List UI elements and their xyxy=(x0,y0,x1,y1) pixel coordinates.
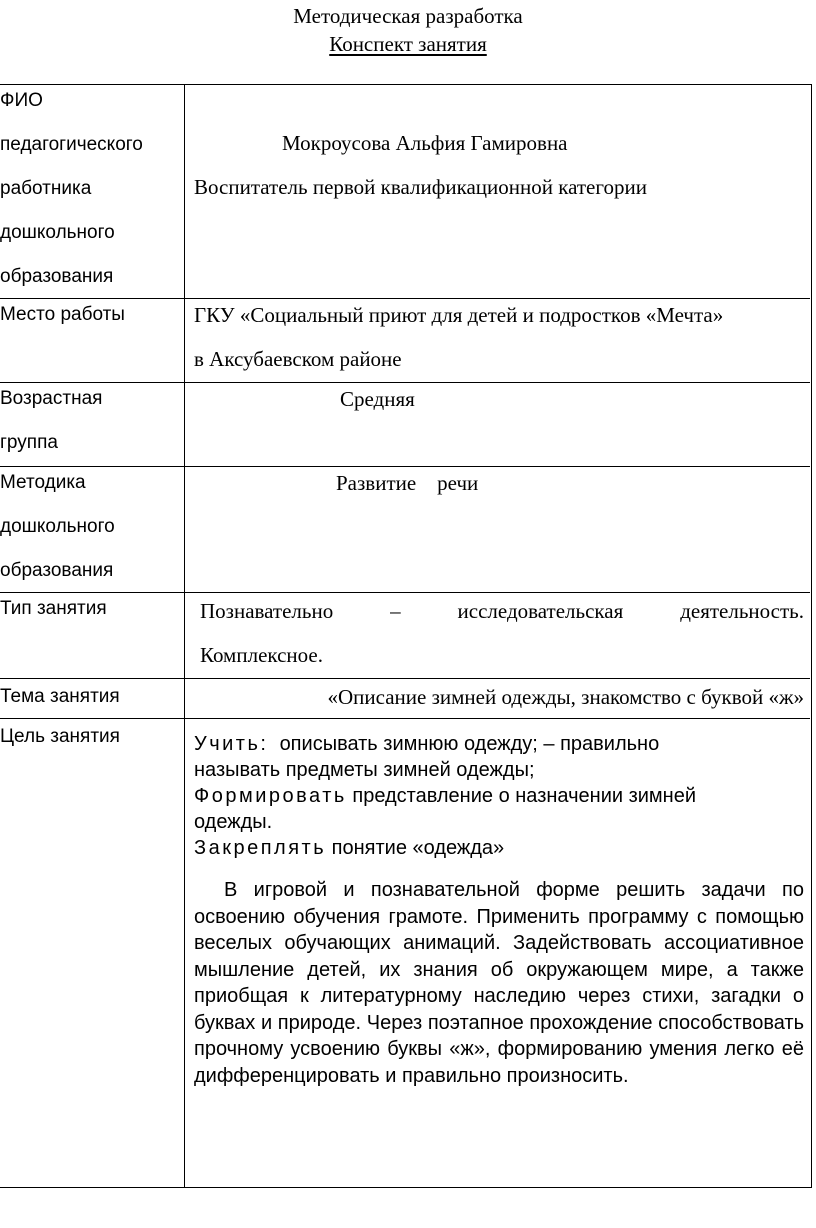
value-line: Познавательно – исследовательская деятельность. xyxy=(200,599,804,623)
label-methodology xyxy=(0,461,180,593)
value-line: Комплексное. xyxy=(200,643,323,667)
value-lesson-type xyxy=(200,589,804,677)
teacher-name: Мокроусова Альфия Гамировна xyxy=(282,131,568,155)
table-row-goal xyxy=(0,719,810,1189)
goal-list xyxy=(194,731,804,861)
goal-fix-text: понятие «одежда» xyxy=(331,837,505,859)
document-subtitle xyxy=(0,30,816,58)
value-workplace xyxy=(194,293,804,381)
table-row-workplace xyxy=(0,299,810,383)
label-line: Возрастная xyxy=(0,388,103,409)
label-line: работника xyxy=(0,178,92,199)
label-line: дошкольного xyxy=(0,516,115,537)
value-age-group: Средняя xyxy=(340,387,415,411)
document-title: Методическая разработка xyxy=(293,4,523,28)
label-line: группа xyxy=(0,432,58,453)
goal-teach-word: Учить: xyxy=(194,733,269,755)
value-fio xyxy=(194,121,804,209)
goal-paragraph: В игровой и познавательной форме решить задачи по освоению обучения грамоте. Применить программу с помощью веселых обучающих анимаций. Задействовать ассоциативное мышление детей, их знания об окружающем мире, а также приобщая к литературному наследию через стихи, загадки о буквах и природе. Через поэтапное прохождение способствовать прочному усвоению буквы «ж», формированию умения легко её дифференцировать и правильно произносить. xyxy=(194,879,804,1087)
table-row-theme xyxy=(0,679,810,719)
label-goal: Цель занятия xyxy=(0,726,120,747)
teacher-position: Воспитатель первой квалификационной категории xyxy=(194,175,647,199)
goal-form-text: представление о назначении зимней xyxy=(352,785,697,807)
document-subtitle-text: Конспект занятия xyxy=(329,32,487,56)
info-table xyxy=(0,84,812,1188)
label-fio xyxy=(0,79,180,299)
label-line: образования xyxy=(0,560,114,581)
value-line: в Аксубаевском районе xyxy=(194,347,402,371)
goal-fix-word: Закреплять xyxy=(194,837,327,859)
label-workplace: Место работы xyxy=(0,304,125,325)
goal-form xyxy=(194,783,804,809)
value-theme: «Описание зимней одежды, знакомство с буквой «ж» xyxy=(327,685,804,709)
goal-form-cont: одежды. xyxy=(194,811,273,833)
label-lesson-type: Тип занятия xyxy=(0,598,107,619)
label-line: ФИО xyxy=(0,90,43,111)
goal-fix xyxy=(194,835,804,861)
label-line: Методика xyxy=(0,472,86,493)
table-row-methodology xyxy=(0,467,810,593)
goal-teach-cont: называть предметы зимней одежды; xyxy=(194,759,535,781)
label-line: образования xyxy=(0,266,114,287)
label-line: дошкольного xyxy=(0,222,115,243)
value-line: ГКУ «Социальный приют для детей и подростков «Мечта» xyxy=(194,303,724,327)
goal-teach-text: описывать зимнюю одежду; – правильно xyxy=(279,733,660,755)
label-line: педагогического xyxy=(0,134,143,155)
label-theme: Тема занятия xyxy=(0,686,120,707)
goal-teach xyxy=(194,731,804,757)
goal-form-word: Формировать xyxy=(194,785,347,807)
table-row-lesson-type xyxy=(0,593,810,679)
table-row-fio xyxy=(0,85,810,299)
value-methodology: Развитие речи xyxy=(336,471,479,495)
table-row-age-group xyxy=(0,383,810,467)
label-age-group xyxy=(0,377,180,465)
